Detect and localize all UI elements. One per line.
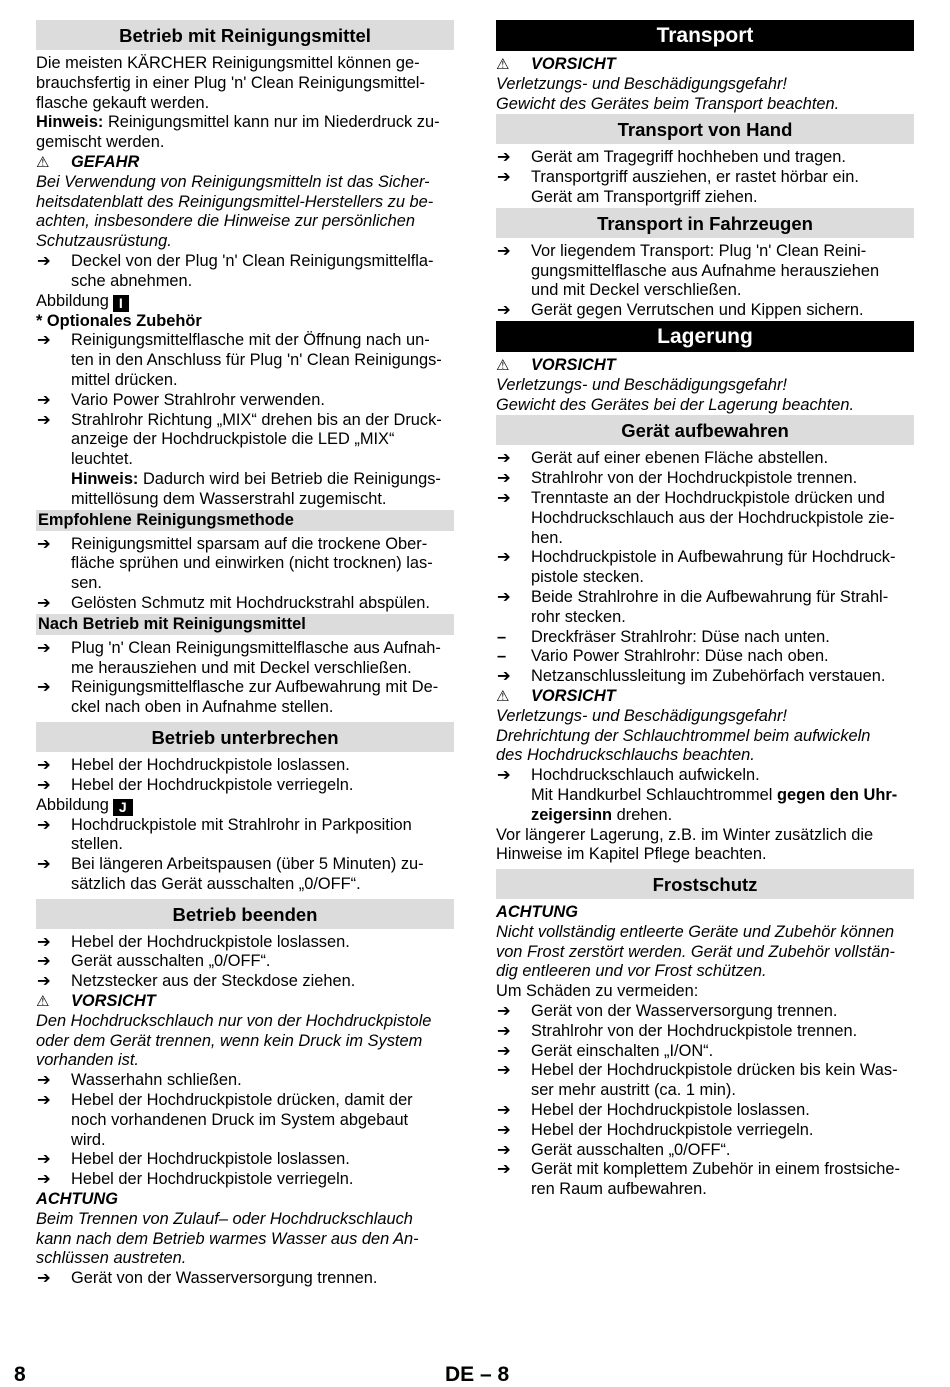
instruction-step — [496, 301, 914, 321]
text-line: Hinweise im Kapitel Pflege beachten. — [496, 845, 767, 864]
note-text: gemischt werden. — [36, 133, 165, 152]
instruction-step — [496, 1121, 914, 1141]
step-line: Reinigungsmittelflasche mit der Öffnung nach un- — [71, 331, 430, 350]
warning-triangle-icon: ⚠ — [496, 687, 510, 705]
text-line: achten, insbesondere die Hinweise zur persönlichen — [36, 212, 416, 231]
dash-marker: – — [497, 647, 507, 666]
note-line — [36, 113, 454, 133]
text-line: Verletzungs- und Beschädigungsgefahr! — [496, 74, 787, 93]
step-line: Gerät auf einer ebenen Fläche abstellen. — [531, 449, 829, 468]
note-text: Reinigungsmittel kann nur im Niederdruck zu- — [103, 113, 440, 132]
step-line: Hebel der Hochdruckpistole verriegeln. — [71, 775, 354, 794]
instruction-step — [36, 639, 454, 679]
text-line: ACHTUNG — [36, 1190, 118, 1209]
figure-label: Abbildung — [36, 291, 109, 310]
instruction-step — [496, 667, 914, 687]
text-run: Mit Handkurbel Schlauchtrommel — [531, 785, 777, 804]
arrow-right-icon: ➔ — [497, 1140, 511, 1159]
note-label: Hinweis: — [36, 113, 104, 132]
section-heading: Frostschutz — [496, 869, 914, 899]
step-line: Hebel der Hochdruckpistole verriegeln. — [71, 1170, 354, 1189]
arrow-right-icon: ➔ — [497, 1002, 511, 1021]
arrow-right-icon: ➔ — [497, 488, 511, 507]
italic-paragraph — [496, 75, 914, 115]
arrow-right-icon: ➔ — [497, 766, 511, 785]
warning-text: VORSICHT — [531, 55, 616, 73]
text-line: Vor längerer Lagerung, z.B. im Winter zusätzlich die — [496, 825, 874, 844]
paragraph — [36, 54, 454, 113]
step-line: Netzstecker aus der Steckdose ziehen. — [71, 972, 356, 991]
arrow-right-icon: ➔ — [497, 587, 511, 606]
arrow-right-icon: ➔ — [497, 1101, 511, 1120]
instruction-step — [36, 1071, 454, 1091]
step-line: sätzlich das Gerät ausschalten „0/OFF“. — [71, 874, 361, 893]
step-line: ren Raum aufbewahren. — [531, 1180, 707, 1199]
step-line: Gerät von der Wasserversorgung trennen. — [531, 1002, 838, 1021]
instruction-step — [36, 776, 454, 796]
step-line: Gerät gegen Verrutschen und Kippen sichern. — [531, 301, 864, 320]
instruction-step — [496, 148, 914, 168]
text-line: brauchsfertig in einer Plug 'n' Clean Reinigungsmittel- — [36, 73, 425, 92]
arrow-right-icon: ➔ — [37, 331, 51, 350]
arrow-right-icon: ➔ — [497, 449, 511, 468]
step-line: Hochdruckschlauch aufwickeln. — [531, 766, 760, 785]
italic-paragraph — [496, 707, 914, 766]
step-line: Vario Power Strahlrohr: Düse nach oben. — [531, 647, 829, 666]
text-line: Die meisten KÄRCHER Reinigungsmittel können ge- — [36, 54, 420, 72]
section-heading: Betrieb mit Reinigungsmittel — [36, 20, 454, 50]
text-line: des Hochdruckschlauchs beachten. — [496, 746, 755, 765]
arrow-right-icon: ➔ — [37, 1150, 51, 1169]
step-line: noch vorhandenen Druck im System abgebaut — [71, 1110, 409, 1129]
instruction-step — [496, 1061, 914, 1101]
page-label: DE – 8 — [445, 1363, 510, 1386]
step-line: me herausziehen und mit Deckel verschließen. — [71, 658, 412, 677]
step-line: Strahlrohr von der Hochdruckpistole trennen. — [531, 1021, 858, 1040]
italic-paragraph — [496, 376, 914, 416]
text-line: heitsdatenblatt des Reinigungsmittel-Herstellers zu be- — [36, 192, 434, 211]
step-line: fläche sprühen und einwirken (nicht trocknen) las- — [71, 554, 433, 573]
step-line: Vor liegendem Transport: Plug 'n' Clean Reini- — [531, 241, 867, 260]
step-line: Gerät ausschalten „0/OFF“. — [71, 952, 271, 971]
text-line: Bei Verwendung von Reinigungsmitteln ist das Sicher- — [36, 172, 430, 191]
dash-item — [496, 647, 914, 667]
warning-label — [36, 992, 454, 1012]
arrow-right-icon: ➔ — [497, 1061, 511, 1080]
arrow-right-icon: ➔ — [37, 815, 51, 834]
text-line: oder dem Gerät trennen, wenn kein Druck im System — [36, 1031, 423, 1050]
arrow-right-icon: ➔ — [497, 469, 511, 488]
italic-paragraph — [36, 1210, 454, 1269]
step-line: rohr stecken. — [531, 607, 626, 626]
arrow-right-icon: ➔ — [497, 1041, 511, 1060]
text-line: Drehrichtung der Schlauchtrommel beim aufwickeln — [496, 726, 871, 745]
instruction-step — [496, 1141, 914, 1161]
step-line: ten in den Anschluss für Plug 'n' Clean Reinigungs- — [71, 351, 442, 370]
step-line: mittel drücken. — [71, 370, 178, 389]
note — [36, 113, 454, 153]
step-line: wird. — [71, 1130, 106, 1149]
instruction-step — [36, 972, 454, 992]
arrow-right-icon: ➔ — [37, 534, 51, 553]
step-line: gungsmittelflasche aus Aufnahme herausziehen — [531, 261, 880, 280]
section-heading: Transport in Fahrzeugen — [496, 208, 914, 238]
arrow-right-icon: ➔ — [37, 678, 51, 697]
section-heading: Transport von Hand — [496, 114, 914, 144]
step-line: Netzanschlussleitung im Zubehörfach verstauen. — [531, 667, 886, 686]
note-label: Hinweis: — [71, 469, 139, 488]
figure-label: Abbildung — [36, 795, 109, 814]
arrow-right-icon: ➔ — [37, 775, 51, 794]
note-line — [36, 133, 454, 153]
step-line: Beide Strahlrohre in die Aufbewahrung für Strahl- — [531, 587, 889, 606]
arrow-right-icon: ➔ — [497, 1120, 511, 1139]
instruction-step — [36, 933, 454, 953]
warning-label — [36, 153, 454, 173]
instruction-step — [36, 816, 454, 856]
text-run: zeigersinn — [531, 805, 613, 824]
section-heading: Transport — [496, 20, 914, 51]
right-column — [496, 20, 914, 1200]
instruction-step — [36, 756, 454, 776]
step-line: ckel nach oben in Aufnahme stellen. — [71, 698, 334, 717]
arrow-right-icon: ➔ — [497, 1160, 511, 1179]
warning-triangle-icon: ⚠ — [36, 993, 50, 1011]
text-run: gegen den Uhr- — [776, 785, 898, 804]
warning-triangle-icon: ⚠ — [36, 153, 50, 171]
arrow-right-icon: ➔ — [37, 932, 51, 951]
instruction-step — [496, 168, 914, 208]
step-line: Gerät ausschalten „0/OFF“. — [531, 1140, 731, 1159]
step-line: leuchtet. — [71, 450, 133, 469]
instruction-step — [496, 548, 914, 588]
arrow-right-icon: ➔ — [37, 755, 51, 774]
warning-text: GEFAHR — [71, 152, 140, 171]
step-line: Vario Power Strahlrohr verwenden. — [71, 390, 325, 409]
instruction-step — [496, 449, 914, 469]
text-line: vorhanden ist. — [36, 1051, 139, 1070]
step-line: Deckel von der Plug 'n' Clean Reinigungsmittelfla- — [71, 251, 434, 270]
instruction-step — [36, 1170, 454, 1190]
step-line: sche abnehmen. — [71, 271, 193, 290]
step-line: Reinigungsmittelflasche zur Aufbewahrung mit De- — [71, 678, 439, 697]
step-line: Hochdruckschlauch aus der Hochdruckpistole zie- — [531, 508, 895, 527]
arrow-right-icon: ➔ — [497, 667, 511, 686]
arrow-right-icon: ➔ — [37, 638, 51, 657]
text-line: Verletzungs- und Beschädigungsgefahr! — [496, 706, 787, 725]
note — [36, 470, 454, 510]
arrow-right-icon: ➔ — [37, 593, 51, 612]
warning-label — [496, 687, 914, 707]
step-line: Gerät am Tragegriff hochheben und tragen. — [531, 148, 846, 167]
step-line — [531, 786, 914, 806]
step-line: Wasserhahn schließen. — [71, 1071, 242, 1090]
subsection-heading: Empfohlene Reinigungsmethode — [36, 510, 454, 531]
note-text: Dadurch wird bei Betrieb die Reinigungs- — [138, 469, 441, 488]
note-line — [71, 490, 454, 510]
text-line: Nicht vollständig entleerte Geräte und Zubehör können — [496, 922, 895, 941]
paragraph — [36, 1190, 454, 1210]
instruction-step — [496, 1160, 914, 1200]
warning-label — [496, 55, 914, 75]
arrow-right-icon: ➔ — [37, 1269, 51, 1288]
step-line: Gelösten Schmutz mit Hochdruckstrahl abspülen. — [71, 593, 430, 612]
step-line: anzeige der Hochdruckpistole die LED „MIX“ — [71, 430, 395, 449]
step-line: Dreckfräser Strahlrohr: Düse nach unten. — [531, 627, 830, 646]
instruction-step — [496, 766, 914, 786]
step-line: Gerät mit komplettem Zubehör in einem frostsiche- — [531, 1160, 900, 1179]
step-line: sen. — [71, 574, 102, 593]
section-heading: Gerät aufbewahren — [496, 415, 914, 445]
section-heading: Lagerung — [496, 321, 914, 352]
figure-letter-badge: I — [113, 295, 129, 312]
text-line: Gewicht des Gerätes bei der Lagerung beachten. — [496, 395, 855, 414]
step-line: hen. — [531, 528, 563, 547]
step-line: Hebel der Hochdruckpistole loslassen. — [71, 755, 350, 774]
warning-label — [496, 356, 914, 376]
text-line: Um Schäden zu vermeiden: — [496, 982, 699, 1001]
text-line: flasche gekauft werden. — [36, 93, 210, 112]
text-line: schlüssen austreten. — [36, 1249, 187, 1268]
instruction-step — [496, 1002, 914, 1022]
instruction-step — [36, 331, 454, 390]
text-line: * Optionales Zubehör — [36, 311, 202, 330]
subsection-heading: Nach Betrieb mit Reinigungsmittel — [36, 614, 454, 635]
italic-paragraph — [496, 923, 914, 982]
step-line — [531, 806, 914, 826]
paragraph — [496, 982, 914, 1002]
step-line: Hebel der Hochdruckpistole loslassen. — [71, 932, 350, 951]
instruction-step — [36, 391, 454, 411]
instruction-step — [496, 242, 914, 301]
instruction-step — [36, 1269, 454, 1289]
instruction-step — [36, 252, 454, 292]
step-line: Plug 'n' Clean Reinigungsmittelflasche aus Aufnah- — [71, 638, 441, 657]
arrow-right-icon: ➔ — [37, 952, 51, 971]
text-line: Schutzausrüstung. — [36, 232, 172, 251]
step-line: und mit Deckel verschließen. — [531, 281, 742, 300]
step-line: Transportgriff ausziehen, er rastet hörbar ein. — [531, 168, 859, 187]
text-line: kann nach dem Betrieb warmes Wasser aus den An- — [36, 1229, 419, 1248]
figure-letter-badge: J — [113, 799, 133, 816]
step-line: Trenntaste an der Hochdruckpistole drücken und — [531, 488, 885, 507]
note-line — [71, 470, 454, 490]
step-line: Hochdruckpistole in Aufbewahrung für Hochdruck- — [531, 548, 896, 567]
instruction-step — [496, 489, 914, 548]
dash-marker: – — [497, 627, 507, 646]
dash-item — [496, 628, 914, 648]
step-line: Gerät von der Wasserversorgung trennen. — [71, 1269, 378, 1288]
instruction-step — [36, 411, 454, 470]
step-line: Hebel der Hochdruckpistole loslassen. — [71, 1150, 350, 1169]
step-line: Hebel der Hochdruckpistole drücken, damit der — [71, 1091, 413, 1110]
arrow-right-icon: ➔ — [37, 972, 51, 991]
step-line: Gerät am Transportgriff ziehen. — [531, 187, 758, 206]
left-column — [36, 20, 454, 1289]
figure-reference — [36, 796, 454, 816]
text-line: ACHTUNG — [496, 903, 578, 922]
paragraph — [36, 312, 454, 332]
text-line: Verletzungs- und Beschädigungsgefahr! — [496, 375, 787, 394]
step-line: Reinigungsmittel sparsam auf die trockene Ober- — [71, 534, 428, 553]
arrow-right-icon: ➔ — [37, 410, 51, 429]
text-line: Beim Trennen von Zulauf– oder Hochdruckschlauch — [36, 1209, 413, 1228]
step-line: Strahlrohr von der Hochdruckpistole trennen. — [531, 469, 858, 488]
step-line: Strahlrohr Richtung „MIX“ drehen bis an der Druck- — [71, 410, 442, 429]
warning-triangle-icon: ⚠ — [496, 356, 510, 374]
instruction-step — [496, 1022, 914, 1042]
section-heading: Betrieb beenden — [36, 899, 454, 929]
arrow-right-icon: ➔ — [37, 1170, 51, 1189]
arrow-right-icon: ➔ — [497, 548, 511, 567]
instruction-step — [36, 535, 454, 594]
step-line: Hochdruckpistole mit Strahlrohr in Parkposition — [71, 815, 412, 834]
italic-paragraph — [36, 173, 454, 252]
step-line: Hebel der Hochdruckpistole loslassen. — [531, 1101, 810, 1120]
instruction-step — [496, 1101, 914, 1121]
instruction-step — [36, 678, 454, 718]
section-heading: Betrieb unterbrechen — [36, 722, 454, 752]
arrow-right-icon: ➔ — [37, 1091, 51, 1110]
text-line: Gewicht des Gerätes beim Transport beachten. — [496, 94, 840, 113]
paragraph — [496, 903, 914, 923]
text-line: von Frost zerstört werden. Gerät und Zubehör vollstän- — [496, 942, 896, 961]
step-line: Hebel der Hochdruckpistole drücken bis kein Was- — [531, 1061, 898, 1080]
arrow-right-icon: ➔ — [497, 301, 511, 320]
instruction-step — [496, 588, 914, 628]
note-text: mittellösung dem Wasserstrahl zugemischt. — [71, 489, 387, 508]
figure-reference — [36, 292, 454, 312]
step-line: ser mehr austritt (ca. 1 min). — [531, 1081, 736, 1100]
step-line: pistole stecken. — [531, 568, 644, 587]
instruction-step — [496, 1042, 914, 1062]
instruction-step — [36, 952, 454, 972]
instruction-step — [36, 1150, 454, 1170]
step-line: stellen. — [71, 835, 123, 854]
instruction-step — [36, 855, 454, 895]
instruction-step — [36, 1091, 454, 1150]
instruction-continuation — [496, 786, 914, 826]
page-number: 8 — [14, 1363, 26, 1386]
warning-text: VORSICHT — [531, 686, 616, 705]
warning-triangle-icon: ⚠ — [496, 56, 510, 73]
arrow-right-icon: ➔ — [37, 390, 51, 409]
arrow-right-icon: ➔ — [37, 251, 51, 270]
arrow-right-icon: ➔ — [37, 1071, 51, 1090]
warning-text: VORSICHT — [71, 992, 156, 1011]
text-line: dig entleeren und vor Frost schützen. — [496, 962, 767, 981]
arrow-right-icon: ➔ — [497, 168, 511, 187]
paragraph — [496, 826, 914, 866]
text-line: Den Hochdruckschlauch nur von der Hochdruckpistole — [36, 1011, 432, 1030]
step-line: Gerät einschalten „I/ON“. — [531, 1041, 714, 1060]
text-run: drehen. — [612, 805, 673, 824]
arrow-right-icon: ➔ — [497, 1021, 511, 1040]
instruction-step — [496, 469, 914, 489]
step-line: Hebel der Hochdruckpistole verriegeln. — [531, 1120, 814, 1139]
arrow-right-icon: ➔ — [497, 148, 511, 167]
arrow-right-icon: ➔ — [497, 241, 511, 260]
step-line: Bei längeren Arbeitspausen (über 5 Minuten) zu- — [71, 855, 424, 874]
instruction-step — [36, 594, 454, 614]
warning-text: VORSICHT — [531, 355, 616, 374]
italic-paragraph — [36, 1012, 454, 1071]
arrow-right-icon: ➔ — [37, 855, 51, 874]
